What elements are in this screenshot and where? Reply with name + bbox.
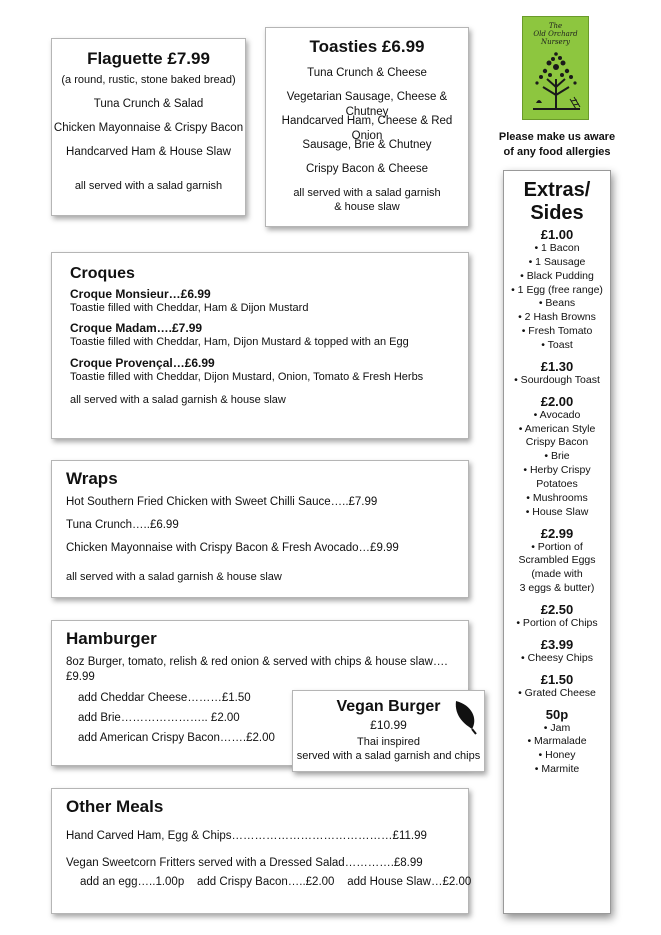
croques-title: Croques: [70, 265, 135, 282]
sides-item: • Black Pudding: [520, 269, 594, 282]
sides-title-line: Sides: [530, 202, 584, 224]
sides-item: • Marmite: [534, 763, 580, 776]
croque-desc: Toastie filled with Cheddar, Ham, Dijon Mustard & topped with an Egg: [70, 336, 409, 349]
other-addons: add an egg…..1.00p add Crispy Bacon…..£2.00 add House Slaw…£2.00: [80, 875, 472, 888]
sides-price-group: [504, 359, 610, 388]
sides-item: (made with: [531, 568, 583, 581]
sides-item: • Portion of: [531, 540, 583, 553]
sides-price-group: [504, 637, 610, 666]
allergy-line: of any food allergies: [503, 146, 611, 159]
sides-item: • American Style: [518, 422, 596, 435]
wraps-section: [51, 460, 469, 598]
vegan-price: £10.99: [370, 718, 407, 732]
extras-sides-section: [503, 170, 611, 914]
vegan-description: served with a salad garnish and chips: [296, 750, 481, 762]
allergy-line: Please make us aware: [498, 131, 616, 143]
sides-list: [504, 227, 610, 777]
sides-price: £1.00: [540, 227, 574, 242]
sides-item: • Sourdough Toast: [514, 373, 600, 386]
sides-price: £2.50: [540, 602, 574, 618]
sides-item: 3 eggs & butter): [519, 582, 595, 595]
sides-price: £2.00: [540, 393, 574, 409]
toasties-title: Toasties £6.99: [309, 37, 425, 56]
logo-text-line: Nursery: [540, 38, 570, 47]
vegan-burger-section: [292, 690, 485, 772]
sides-price: £1.50: [540, 671, 574, 687]
wraps-title: Wraps: [66, 469, 118, 488]
sides-item: • Portion of Chips: [516, 617, 598, 630]
sides-price-group: [504, 227, 610, 353]
menu-item: Sausage, Brie & Chutney: [302, 139, 432, 151]
sides-item: • Toast: [541, 339, 573, 352]
croque-name: Croque Madam….£7.99: [70, 321, 203, 336]
sides-price-group: [504, 707, 610, 777]
hamburger-addon: add Cheddar Cheese………£1.50: [78, 691, 251, 704]
sides-item: • House Slaw: [525, 505, 589, 518]
sides-item: • Avocado: [533, 408, 581, 421]
croque-name: Croque Provençal…£6.99: [70, 355, 215, 370]
sides-item: • Marmalade: [527, 735, 587, 748]
menu-item: Hot Southern Fried Chicken with Sweet Chilli Sauce…..£7.99: [66, 496, 378, 508]
sides-price-group: [504, 526, 610, 596]
toasties-note: & house slaw: [334, 201, 400, 213]
sides-item: • 1 Sausage: [528, 255, 586, 268]
sides-price: 50p: [545, 706, 569, 722]
vegan-title: Vegan Burger: [336, 698, 441, 715]
croques-note: all served with a salad garnish & house slaw: [70, 393, 286, 406]
sides-price-group: [504, 602, 610, 631]
menu-item: Tuna Crunch…..£6.99: [66, 518, 179, 531]
menu-item: Hand Carved Ham, Egg & Chips……………………………………£11.99: [66, 830, 427, 842]
sides-item: • Honey: [538, 749, 576, 762]
tree-icon: [523, 17, 590, 121]
old-orchard-nursery-logo: [522, 16, 589, 120]
menu-item: Chicken Mayonnaise & Crispy Bacon: [53, 122, 244, 134]
hamburger-addon: add American Crispy Bacon…….£2.00: [78, 731, 275, 744]
menu-item: Crispy Bacon & Cheese: [305, 163, 429, 175]
menu-item: Chicken Mayonnaise with Crispy Bacon & Fresh Avocado…£9.99: [66, 541, 399, 554]
sides-title: [504, 179, 610, 225]
sides-item: • 1 Bacon: [534, 242, 580, 254]
other-meals-section: [51, 788, 472, 914]
sides-price: £2.99: [540, 525, 574, 541]
hamburger-addon: add Brie………………….. £2.00: [78, 711, 240, 724]
sides-item: • Fresh Tomato: [521, 325, 593, 338]
menu-item: Tuna Crunch & Salad: [93, 98, 204, 110]
croque-name: Croque Monsieur…£6.99: [70, 287, 211, 301]
croque-desc: Toastie filled with Cheddar, Dijon Mustard, Onion, Tomato & Fresh Herbs: [70, 370, 424, 383]
sides-price-group: [504, 394, 610, 520]
toasties-section: [265, 27, 469, 227]
menu-item: Handcarved Ham, Cheese & Red Onion: [281, 115, 453, 142]
flaguette-section: [51, 38, 246, 216]
menu-item: Vegetarian Sausage, Cheese & Chutney: [286, 91, 448, 118]
allergy-notice: [497, 130, 617, 161]
sides-item: • Mushrooms: [526, 491, 588, 504]
sides-item: • Brie: [544, 450, 570, 463]
flaguette-title: Flaguette £7.99: [87, 49, 210, 68]
croques-section: [51, 252, 469, 439]
sides-price-group: [504, 672, 610, 701]
hamburger-title: Hamburger: [66, 629, 157, 648]
vegan-description: Thai inspired: [357, 736, 420, 748]
sides-item: Scrambled Eggs: [518, 554, 596, 567]
sides-item: Potatoes: [536, 478, 578, 491]
menu-item: Vegan Sweetcorn Fritters served with a Dressed Salad………….£8.99: [66, 856, 423, 869]
sides-item: • Beans: [538, 297, 576, 310]
sides-item: • Grated Cheese: [518, 686, 596, 699]
croque-desc: Toastie filled with Cheddar, Ham & Dijon Mustard: [70, 302, 309, 314]
sides-item: Crispy Bacon: [525, 436, 589, 449]
wraps-note: all served with a salad garnish & house slaw: [66, 570, 282, 583]
logo-text-line: The: [548, 22, 563, 30]
hamburger-main: 8oz Burger, tomato, relish & red onion & served with chips & house slaw….£9.99: [66, 656, 448, 683]
sides-item: • 2 Hash Browns: [518, 311, 596, 324]
sides-item: • Cheesy Chips: [521, 651, 593, 664]
sides-price: £3.99: [540, 636, 574, 652]
sides-item: • 1 Egg (free range): [511, 283, 603, 296]
flaguette-subtitle: (a round, rustic, stone baked bread): [61, 74, 236, 86]
sides-title-line: Extras/: [523, 179, 591, 201]
sides-item: • Jam: [543, 721, 571, 734]
toasties-note: all served with a salad garnish: [293, 187, 441, 199]
sides-price: £1.30: [540, 358, 574, 374]
menu-item: Handcarved Ham & House Slaw: [66, 146, 231, 158]
sides-item: • Herby Crispy: [523, 464, 591, 477]
logo-text-line: Old Orchard: [533, 30, 578, 39]
leaf-icon: [452, 699, 478, 735]
flaguette-note: all served with a salad garnish: [74, 180, 223, 192]
menu-item: Tuna Crunch & Cheese: [307, 67, 427, 79]
other-title: Other Meals: [66, 797, 164, 816]
